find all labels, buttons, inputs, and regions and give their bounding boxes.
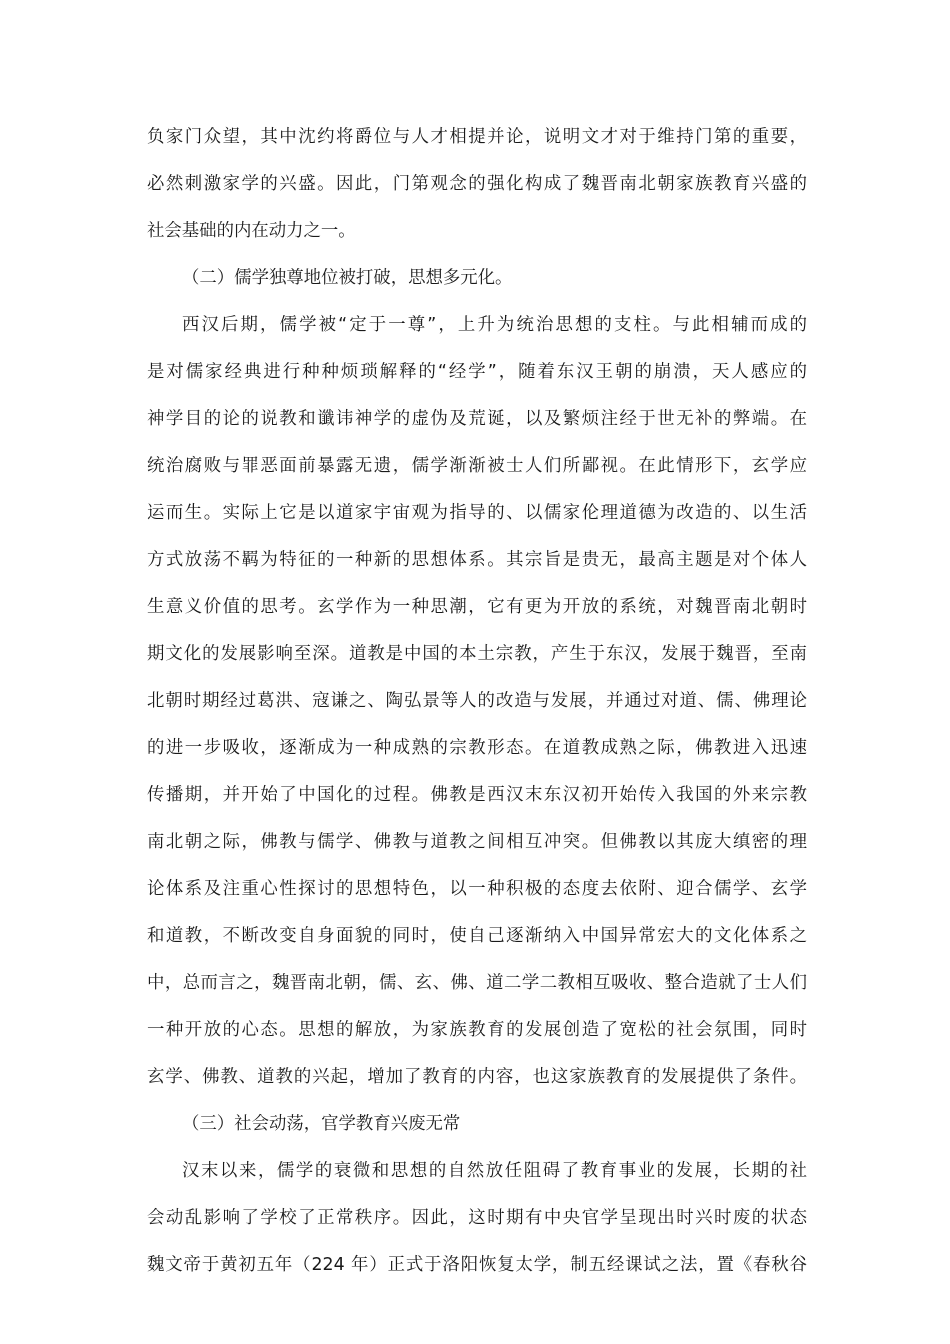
text-line: 北朝时期经过葛洪、寇谦之、陶弘景等人的改造与发展，并通过对道、儒、佛理论 [147,691,807,711]
text-line: 社会基础的内在动力之一。 [147,221,356,241]
text-line: 会动乱影响了学校了正常秩序。因此，这时期有中央官学呈现出时兴时废的状态 [147,1208,807,1228]
text-line: 论体系及注重心性探讨的思想特色，以一种积极的态度去依附、迎合儒学、玄学 [147,879,807,899]
section-heading: （三）社会动荡，官学教育兴废无常 [182,1114,461,1134]
text-line: 方式放荡不羁为特征的一种新的思想体系。其宗旨是贵无，最高主题是对个体人 [147,550,807,570]
text-line: 玄学、佛教、道教的兴起，增加了教育的内容，也这家族教育的发展提供了条件。 [147,1067,807,1087]
text-line: 统治腐败与罪恶面前暴露无遗，儒学渐渐被士人们所鄙视。在此情形下，玄学应 [147,456,807,476]
text-line: 期文化的发展影响至深。道教是中国的本土宗教，产生于东汉，发展于魏晋，至南 [147,644,807,664]
text-line: 汉末以来，儒学的衰微和思想的自然放任阻碍了教育事业的发展，长期的社 [182,1161,807,1181]
text-line: 传播期，并开始了中国化的过程。佛教是西汉末东汉初开始传入我国的外来宗教 [147,785,807,805]
text-line: 魏文帝于黄初五年（224 年）正式于洛阳恢复太学，制五经课试之法，置《春秋谷 [147,1255,807,1275]
text-line: 的进一步吸收，逐渐成为一种成熟的宗教形态。在道教成熟之际，佛教进入迅速 [147,738,807,758]
text-line: 运而生。实际上它是以道家宇宙观为指导的、以儒家伦理道德为改造的、以生活 [147,503,807,523]
text-line: 神学目的论的说教和谶讳神学的虚伪及荒诞，以及繁烦注经于世无补的弊端。在 [147,409,807,429]
text-line: 一种开放的心态。思想的解放，为家族教育的发展创造了宽松的社会氛围，同时 [147,1020,807,1040]
text-line: 西汉后期，儒学被“定于一尊”，上升为统治思想的支柱。与此相辅而成的 [182,315,807,335]
text-line: 生意义价值的思考。玄学作为一种思潮，它有更为开放的系统，对魏晋南北朝时 [147,597,807,617]
text-line: 负家门众望，其中沈约将爵位与人才相提并论，说明文才对于维持门第的重要， [147,127,807,147]
text-line: 中，总而言之，魏晋南北朝，儒、玄、佛、道二学二教相互吸收、整合造就了士人们 [147,973,807,993]
text-line: 和道教，不断改变自身面貌的同时，使自己逐渐纳入中国异常宏大的文化体系之 [147,926,807,946]
section-heading: （二）儒学独尊地位被打破，思想多元化。 [182,268,513,288]
text-line: 南北朝之际，佛教与儒学、佛教与道教之间相互冲突。但佛教以其庞大缜密的理 [147,832,807,852]
text-line: 必然刺激家学的兴盛。因此，门第观念的强化构成了魏晋南北朝家族教育兴盛的 [147,174,807,194]
text-line: 是对儒家经典进行种种烦琐解释的“经学”，随着东汉王朝的崩溃，天人感应的 [147,362,807,382]
